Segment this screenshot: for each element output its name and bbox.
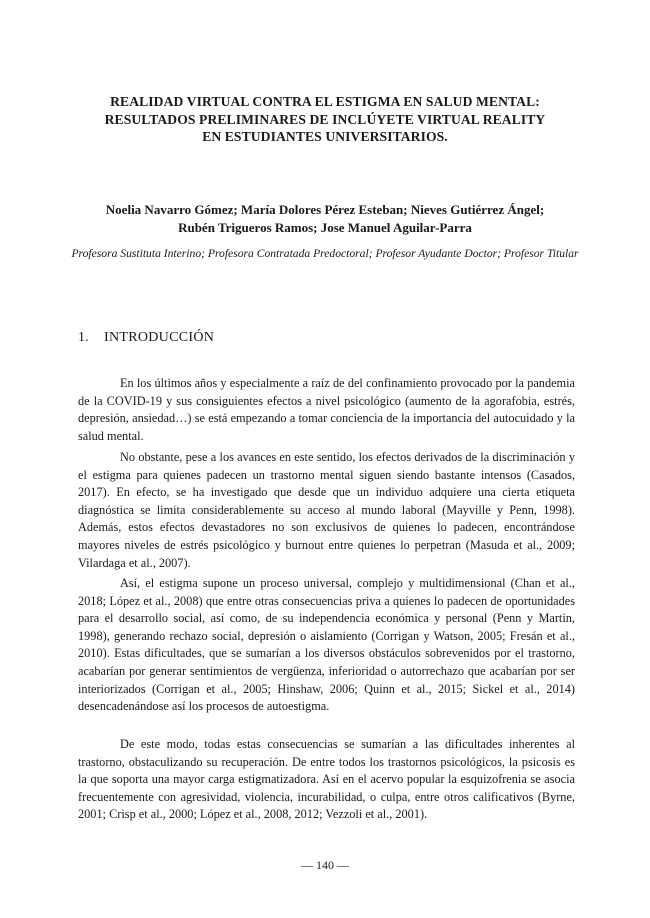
- section-heading: [78, 330, 214, 346]
- paragraph-block: [78, 736, 575, 824]
- section-number: 1.: [78, 330, 90, 345]
- paragraph-block: [78, 575, 575, 716]
- authors-line: Noelia Navarro Gómez; María Dolores Pérez Esteban; Nieves Gutiérrez Ángel;: [105, 202, 545, 217]
- author-list: [70, 201, 580, 236]
- title-line: EN ESTUDIANTES UNIVERSITARIOS.: [202, 129, 448, 144]
- paragraph: No obstante, pese a los avances en este sentido, los efectos derivados de la discriminación y el estigma para quienes padecen un trastorno mental siguen siendo bastante intensos (Casados, 2017). En efecto, se ha investigado que desde que un individuo adquiere una cierta etiqueta diagnóstica se limita considerablemente su acceso al mundo laboral (Mayville y Penn, 1998). Además, estos efectos devastadores no son exclusivos de quienes lo padecen, encontrándose mayores niveles de estrés psicológico y burnout entre quienes lo perpetran (Masuda et al., 2009; Vilardaga et al., 2007).: [78, 450, 575, 570]
- authors-line: Rubén Trigueros Ramos; Jose Manuel Aguilar-Parra: [178, 219, 472, 235]
- section-title: INTRODUCCIÓN: [104, 330, 215, 345]
- paragraph: En los últimos años y especialmente a raíz de del confinamiento provocado por la pandemia de la COVID-19 y sus consiguientes efectos a nivel psicológico (aumento de la agorafobia, estrés, depresión, ansiedad…) se está empezando a tomar conciencia de la importancia del autocuidado y la salud mental.: [78, 376, 575, 443]
- paragraph-block: [78, 375, 575, 445]
- paragraph: Así, el estigma supone un proceso universal, complejo y multidimensional (Chan et al., 2018; López et al., 2008) que entre otras consecuencias priva a quienes lo padecen de oportunidades para el desarrollo social, así como, de su independencia económica y personal (Penn y Martin, 1998), generando rechazo social, depresión o aislamiento (Corrigan y Watson, 2005; Fresán et al., 2010). Estas dificultades, que se sumarían a los diversos obstáculos sobrevenidos por el trastorno, acabarían por generar sentimientos de vergüenza, inferioridad o autorrechazo que acabarían por ser interiorizados (Corrigan et al., 2005; Hinshaw, 2006; Quinn et al., 2015; Sickel et al., 2014) desencadenándose así los procesos de autoestigma.: [78, 576, 575, 714]
- title-line: REALIDAD VIRTUAL CONTRA EL ESTIGMA EN SALUD MENTAL:: [110, 94, 540, 109]
- paragraph: De este modo, todas estas consecuencias se sumarían a las dificultades inherentes al trastorno, obstaculizando su recuperación. De entre todos los trastornos psicológicos, la psicosis es la que soporta una mayor carga estigmatizadora. Así en el acervo popular la esquizofrenia se asocia frecuentemente con agresividad, violencia, incurabilidad, o culpa, entre otros calificativos (Byrne, 2001; Crisp et al., 2000; López et al., 2008, 2012; Vezzoli et al., 2001).: [78, 737, 575, 822]
- paragraph-block: [78, 449, 575, 572]
- page-number: — 140 —: [301, 858, 349, 872]
- title-line: RESULTADOS PRELIMINARES DE INCLÚYETE VIRTUAL REALITY: [104, 111, 546, 127]
- affiliation: Profesora Sustituta Interino; Profesora Contratada Predoctoral; Profesor Ayudante Doctor; Profesor Titular: [71, 247, 579, 260]
- paper-title: [78, 93, 572, 146]
